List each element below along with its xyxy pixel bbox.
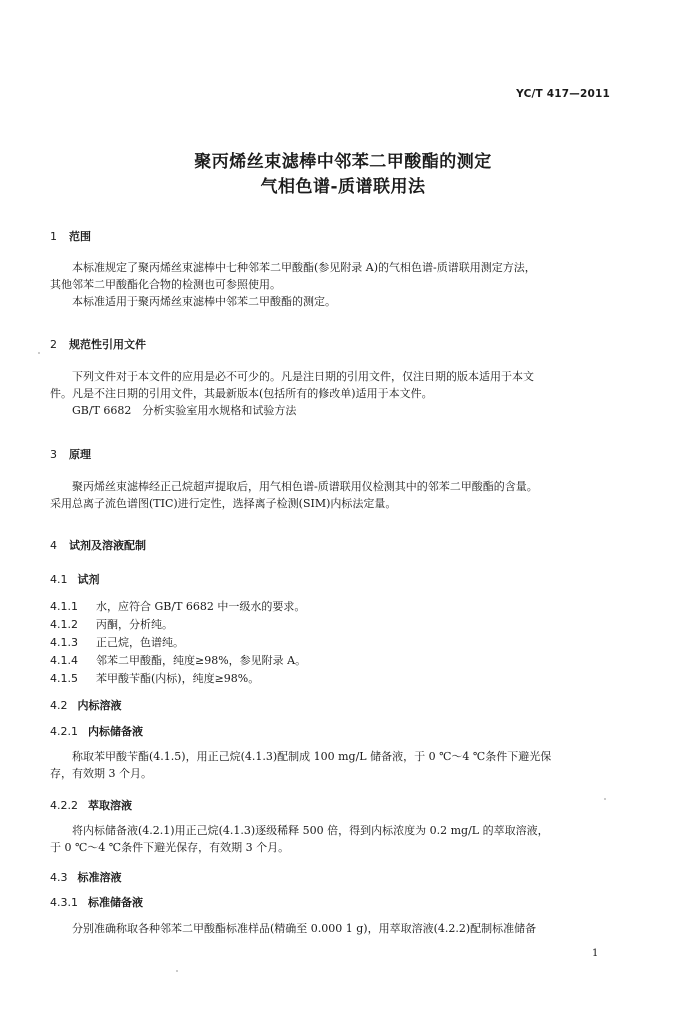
- section-number: 4.3: [50, 871, 68, 884]
- section-number: 4: [50, 539, 57, 552]
- item-text: 丙酮，分析纯。: [96, 618, 173, 631]
- document-title-line2: 气相色谱-质谱联用法: [260, 177, 426, 197]
- scan-speck: [38, 352, 40, 354]
- normative-reference: GB/T 6682 分析实验室用水规格和试验方法: [72, 404, 297, 417]
- list-item: [50, 598, 305, 614]
- paragraph: 采用总离子流色谱图(TIC)进行定性，选择离子检测(SIM)内标法定量。: [50, 497, 397, 510]
- subsection-4-2-1-heading: [50, 723, 143, 739]
- paragraph: 于 0 ℃～4 ℃条件下避光保存，有效期 3 个月。: [50, 841, 290, 854]
- section-3-heading: [50, 446, 91, 462]
- item-number: 4.1.3: [50, 636, 78, 649]
- item-number: 4.1.2: [50, 618, 78, 631]
- scan-speck: [176, 970, 178, 972]
- section-number: 3: [50, 448, 57, 461]
- subsection-4-1-heading: [50, 571, 100, 587]
- section-title: 试剂及溶液配制: [69, 539, 146, 552]
- section-title: 试剂: [77, 573, 100, 586]
- section-number: 4.2.2: [50, 799, 78, 812]
- section-title: 范围: [69, 230, 91, 243]
- paragraph: 下列文件对于本文件的应用是必不可少的。凡是注日期的引用文件，仅注日期的版本适用于本文: [72, 370, 534, 383]
- section-number: 4.1: [50, 573, 68, 586]
- section-number: 2: [50, 338, 57, 351]
- section-1-heading: [50, 228, 91, 244]
- subsection-4-2-2-heading: [50, 797, 132, 813]
- list-item: [50, 670, 259, 686]
- standard-code: YC/T 417—2011: [516, 88, 610, 100]
- section-number: 1: [50, 230, 57, 243]
- section-title: 标准储备液: [88, 896, 143, 909]
- section-number: 4.2.1: [50, 725, 78, 738]
- section-title: 原理: [69, 448, 91, 461]
- document-title-line1: 聚丙烯丝束滤棒中邻苯二甲酸酯的测定: [194, 152, 492, 172]
- section-title: 萃取溶液: [88, 799, 132, 812]
- section-number: 4.2: [50, 699, 68, 712]
- paragraph: 分别准确称取各种邻苯二甲酸酯标准样品(精确至 0.000 1 g)，用萃取溶液(4.2.2)配制标准储备: [72, 922, 537, 935]
- item-number: 4.1.5: [50, 672, 78, 685]
- item-number: 4.1.1: [50, 600, 78, 613]
- scan-speck: [604, 798, 606, 800]
- page-number: 1: [592, 948, 599, 959]
- subsection-4-3-heading: [50, 869, 122, 885]
- section-4-heading: [50, 537, 146, 553]
- paragraph: 聚丙烯丝束滤棒经正己烷超声提取后，用气相色谱-质谱联用仪检测其中的邻苯二甲酸酯的含量。: [72, 480, 538, 493]
- item-text: 正己烷，色谱纯。: [96, 636, 184, 649]
- paragraph: 件。凡是不注日期的引用文件，其最新版本(包括所有的修改单)适用于本文件。: [50, 387, 433, 400]
- paragraph: 本标准适用于聚丙烯丝束滤棒中邻苯二甲酸酯的测定。: [72, 295, 336, 308]
- section-2-heading: [50, 336, 146, 352]
- subsection-4-3-1-heading: [50, 894, 143, 910]
- subsection-4-2-heading: [50, 697, 122, 713]
- item-text: 水，应符合 GB/T 6682 中一级水的要求。: [96, 600, 306, 613]
- paragraph: 其他邻苯二甲酸酯化合物的检测也可参照使用。: [50, 278, 281, 291]
- section-title: 规范性引用文件: [69, 338, 146, 351]
- item-text: 苯甲酸苄酯(内标)，纯度≥98%。: [96, 672, 260, 685]
- list-item: [50, 616, 173, 632]
- paragraph: 将内标储备液(4.2.1)用正己烷(4.1.3)逐级稀释 500 倍，得到内标浓度为 0.2 mg/L 的萃取溶液，: [72, 824, 549, 837]
- paragraph: 本标准规定了聚丙烯丝束滤棒中七种邻苯二甲酸酯(参见附录 A)的气相色谱-质谱联用测定方法，: [72, 261, 536, 274]
- section-title: 内标溶液: [77, 699, 122, 712]
- section-number: 4.3.1: [50, 896, 78, 909]
- section-title: 标准溶液: [77, 871, 122, 884]
- item-number: 4.1.4: [50, 654, 78, 667]
- item-text: 邻苯二甲酸酯，纯度≥98%，参见附录 A。: [96, 654, 307, 667]
- section-title: 内标储备液: [88, 725, 143, 738]
- list-item: [50, 634, 184, 650]
- paragraph: 称取苯甲酸苄酯(4.1.5)，用正己烷(4.1.3)配制成 100 mg/L 储备液，于 0 ℃～4 ℃条件下避光保: [72, 750, 552, 763]
- paragraph: 存，有效期 3 个月。: [50, 767, 152, 780]
- list-item: [50, 652, 306, 668]
